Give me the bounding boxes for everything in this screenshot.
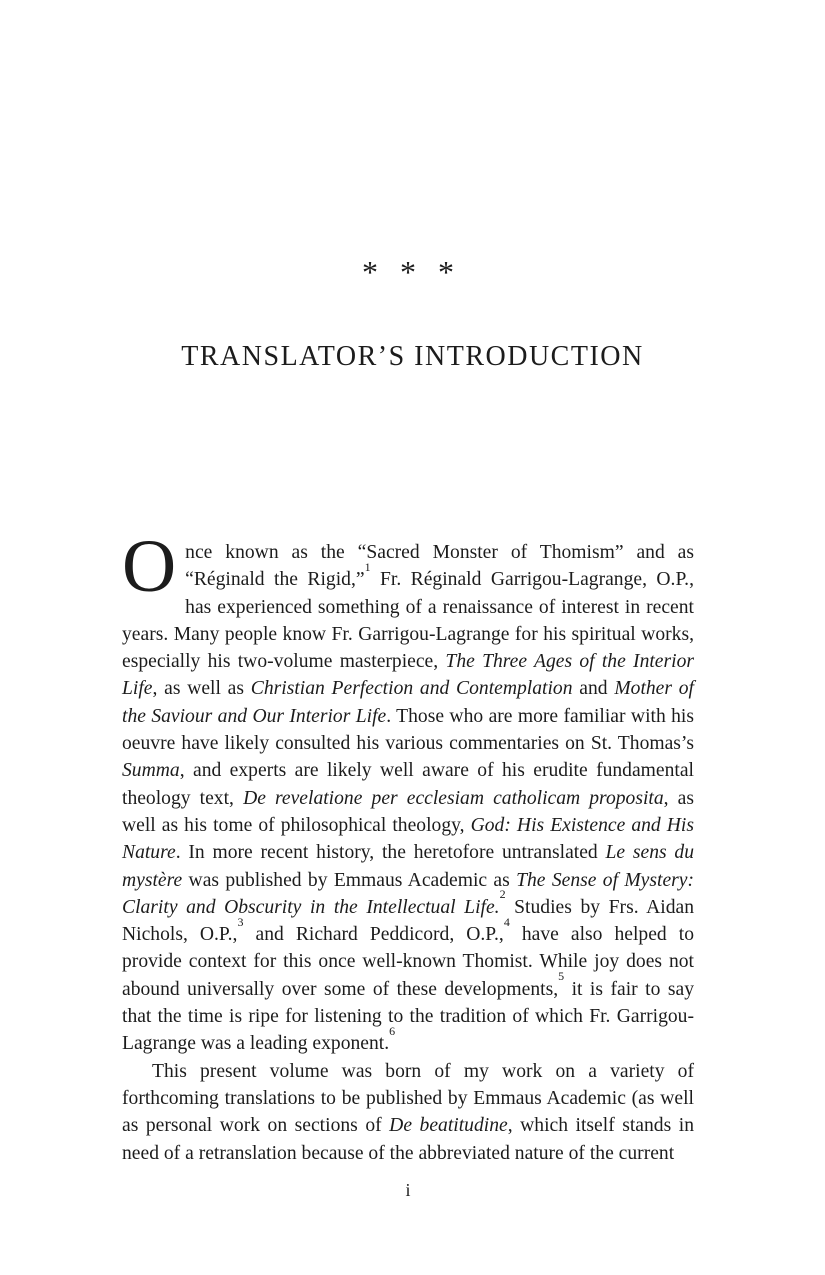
book-title-italic: De revelatione per ecclesiam catholicam proposita (243, 787, 664, 809)
paragraph-2 (122, 1058, 694, 1167)
book-title-italic: Le sens du mystère (122, 842, 694, 891)
book-title-italic: Mother of the Saviour and Our Interior Life (122, 678, 694, 727)
book-title-italic: Christian Perfection and Contemplation (250, 678, 573, 700)
footnote-ref: 5 (558, 969, 565, 984)
text-segment: , as well as his tome of philosophical theology, (122, 787, 694, 836)
drop-cap: O (122, 525, 177, 608)
text-segment: This present volume was born of my work on a variety of forthcoming translations to be published by Emmaus Academic (as well as personal work on sections of (122, 1060, 694, 1137)
page-title: TRANSLATOR’S INTRODUCTION (181, 341, 644, 372)
book-title-italic: De beatitudine (389, 1115, 508, 1137)
footnote-ref: 4 (503, 914, 510, 929)
text-segment: . Those who are more familiar with his oeuvre have likely consulted his various commentaries on St. Thomas’s (122, 705, 695, 755)
footnote-ref: 6 (389, 1023, 396, 1038)
text-segment: , and experts are likely well aware of his erudite fundamental theology text, (122, 760, 694, 809)
text-segment: , which itself stands in need of a retranslation because of the abbreviated nature of the current (122, 1115, 694, 1164)
text-segment: , as well as (152, 678, 251, 700)
footnote-ref: 1 (364, 559, 371, 574)
text-segment: Studies by Frs. Aidan Nichols, O.P., (122, 896, 694, 946)
text-segment: have also helped to provide context for this once well-known Thomist. While joy does not abound universally over some of these developments, (122, 924, 694, 1000)
text-segment: was published by Emmaus Academic as (182, 869, 517, 891)
footnote-ref: 3 (237, 914, 244, 929)
book-title-italic: Summa (122, 760, 180, 782)
book-title-italic: God: His Existence and His Nature (122, 814, 694, 864)
text-segment: it is fair to say that the time is ripe for listening to the tradition of which Fr. Garrigou-Lagrange was a leading exponent. (122, 978, 694, 1055)
text-segment: nce known as the “Sacred Monster of Thomism” and as “Réginald the Rigid,” (185, 542, 694, 591)
text-segment: Fr. Réginald Garrigou-Lagrange, O.P., has experienced something of a renaissance of interest in recent years. Many people know Fr. Garrigou-Lagrange for his spiritual works, especially his two-volume masterpiece, (122, 569, 694, 673)
book-title-italic: The Sense of Mystery: Clarity and Obscurity in the Intellectual Life. (122, 869, 694, 918)
section-ornament: * * * (362, 254, 454, 290)
page-number: i (405, 1180, 411, 1200)
book-title-italic: The Three Ages of the Interior Life (122, 651, 694, 700)
text-segment: . In more recent history, the heretofore untranslated (175, 842, 606, 864)
body-text (122, 525, 695, 1167)
text-segment: and Richard Peddicord, O.P., (243, 924, 504, 946)
footnote-ref: 2 (499, 887, 506, 902)
paragraph-1 (122, 525, 695, 1058)
text-segment: and (572, 678, 615, 700)
